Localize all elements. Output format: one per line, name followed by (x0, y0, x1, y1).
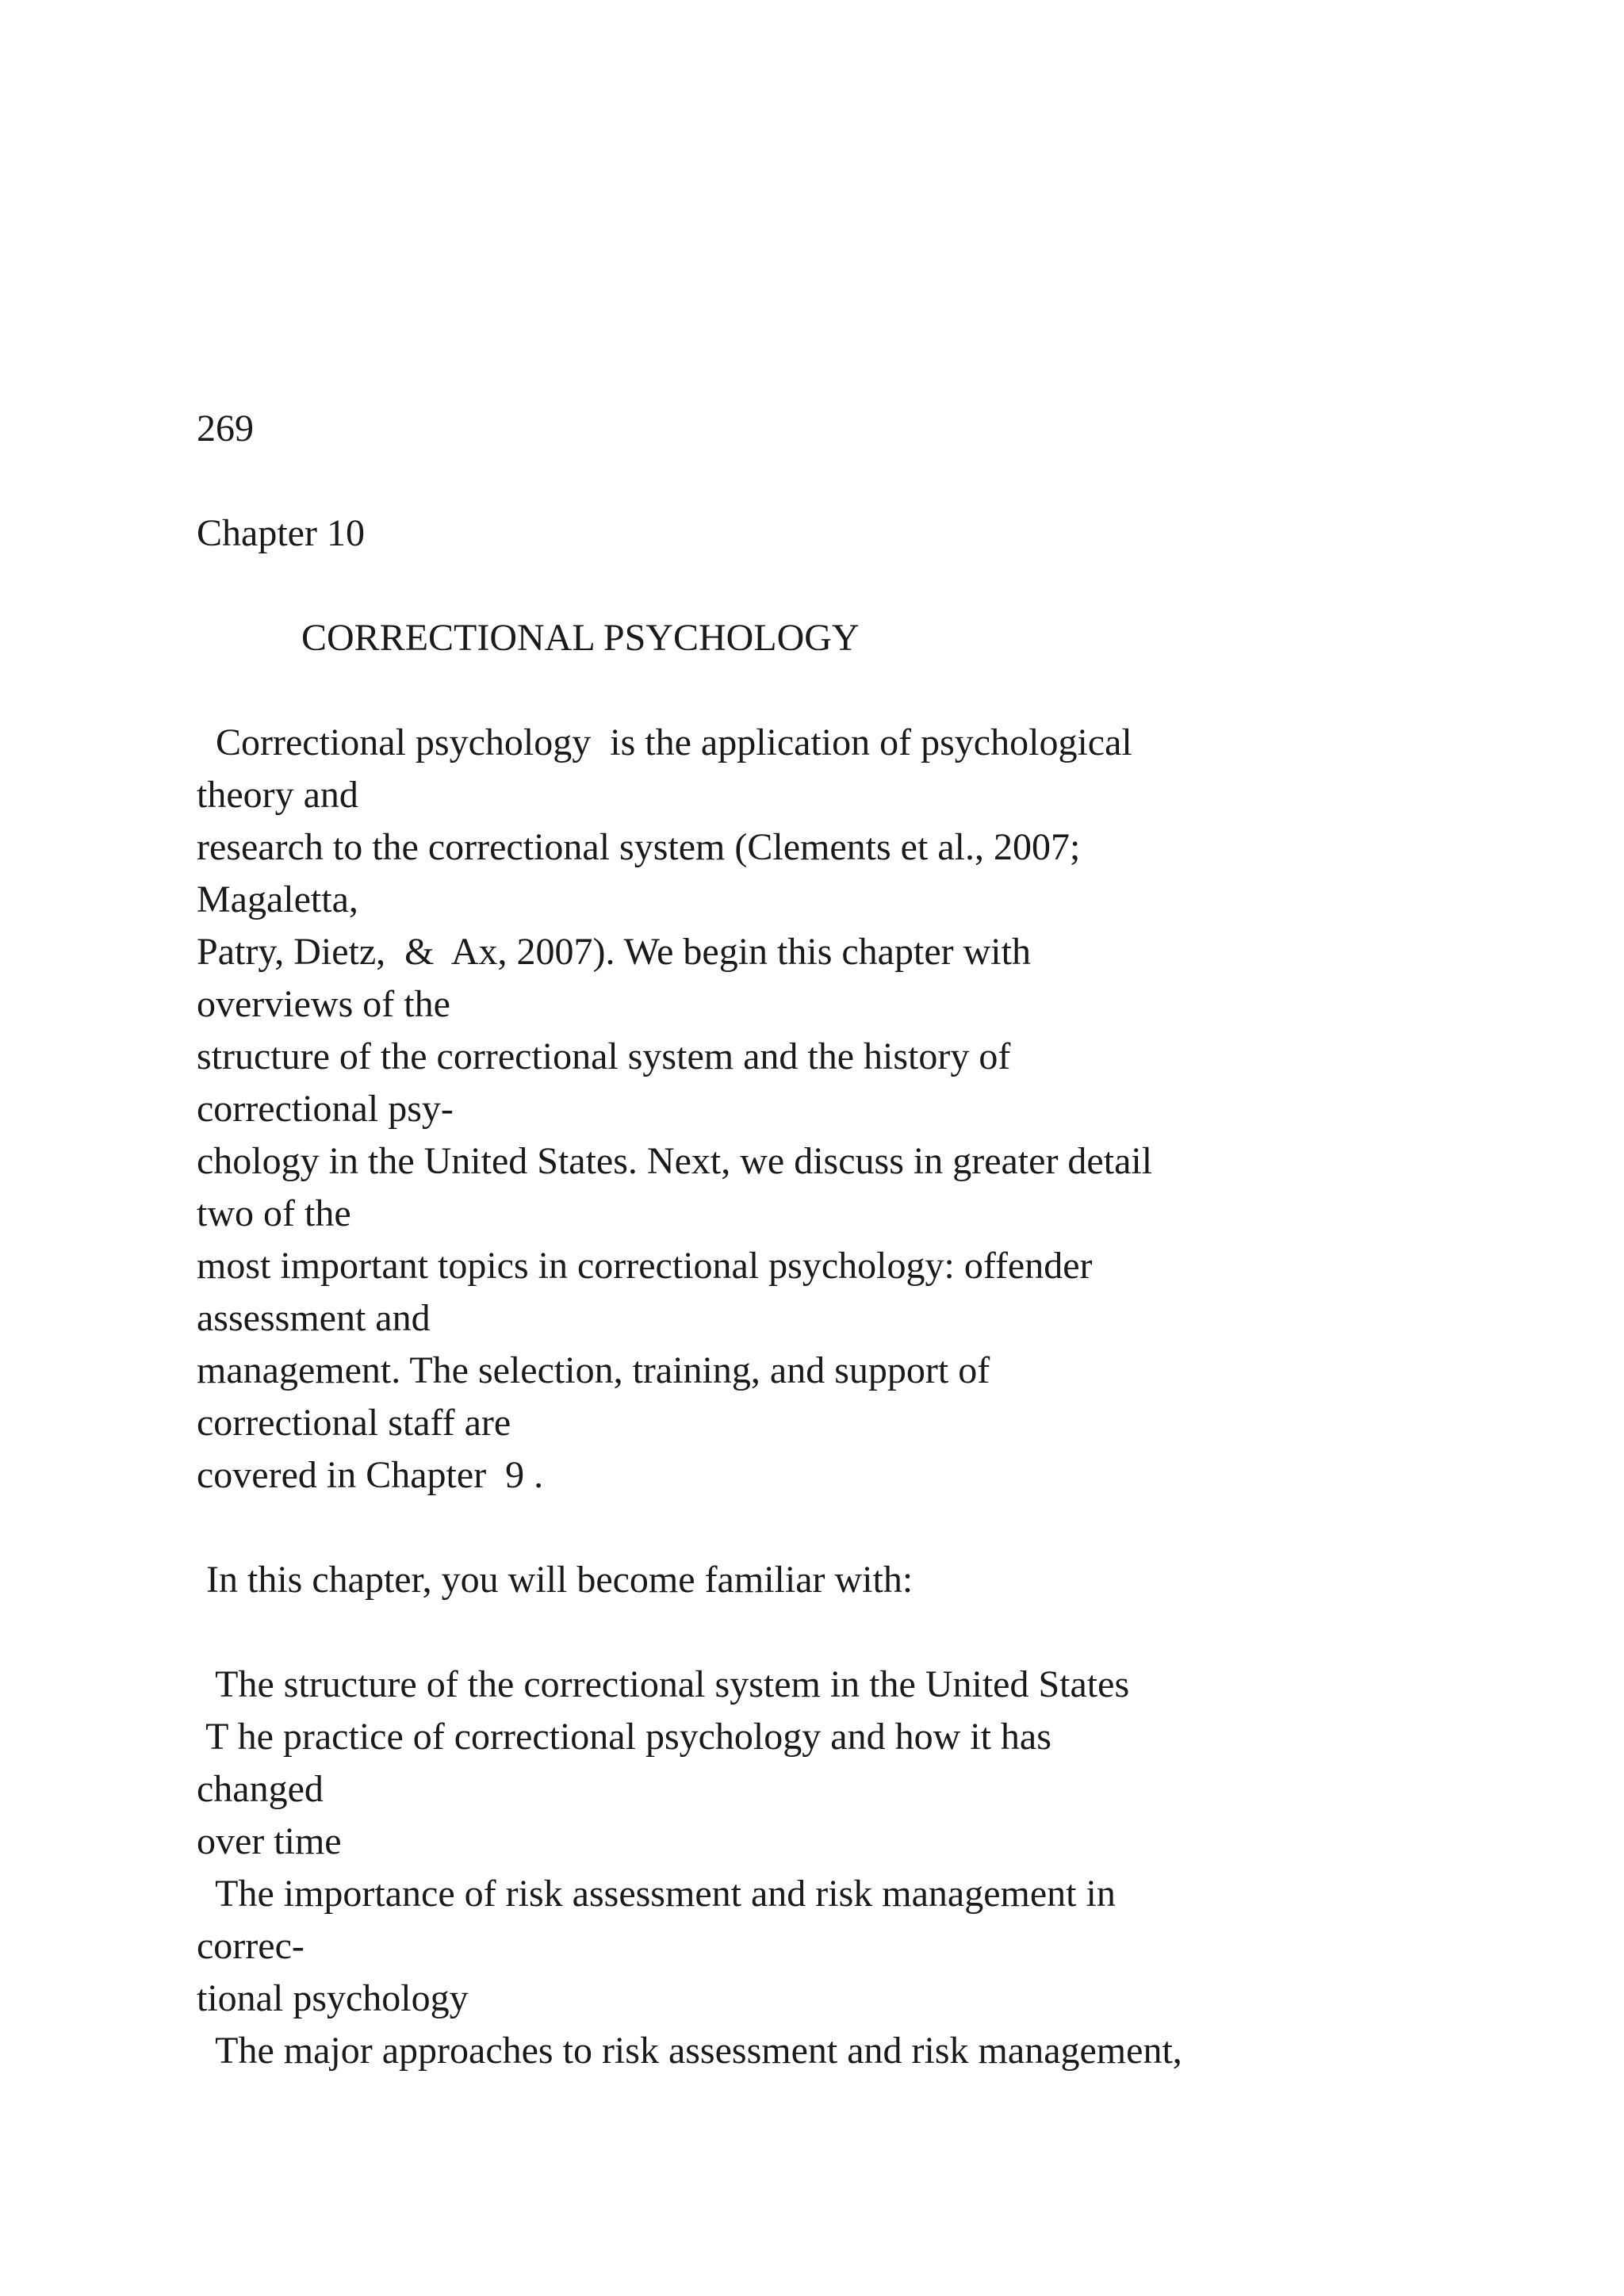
text-line: correctional staff are (197, 1402, 511, 1444)
list-item: correc- (197, 1925, 304, 1967)
text-line: Correctional psychology is the application of psychological (197, 721, 1132, 763)
list-item: over time (197, 1820, 342, 1862)
text-line: overviews of the (197, 983, 450, 1025)
list-item: T he practice of correctional psychology and how it has (197, 1716, 1051, 1758)
text-line: two of the (197, 1192, 351, 1234)
text-line: research to the correctional system (Clements et al., 2007; (197, 826, 1081, 868)
text-line: chology in the United States. Next, we discuss in greater detail (197, 1140, 1153, 1182)
text-line: correctional psy- (197, 1088, 454, 1130)
list-item: tional psychology (197, 1977, 469, 2019)
page-number: 269 (197, 408, 254, 450)
text-line: structure of the correctional system and the history of (197, 1035, 1011, 1077)
list-item: changed (197, 1768, 324, 1810)
text-line: covered in Chapter 9 . (197, 1454, 544, 1496)
chapter-label: Chapter 10 (197, 512, 365, 554)
text-line: Patry, Dietz, & Ax, 2007). We begin this chapter with (197, 931, 1031, 973)
text-line: most important topics in correctional psychology: offender (197, 1245, 1093, 1287)
list-intro: In this chapter, you will become familiar with: (197, 1559, 914, 1601)
list-item: The major approaches to risk assessment and risk management, (197, 2030, 1182, 2072)
text-line: Magaletta, (197, 878, 358, 920)
text-line: theory and (197, 774, 358, 816)
list-item: The importance of risk assessment and risk management in (197, 1873, 1116, 1915)
text-line: assessment and (197, 1297, 431, 1339)
chapter-title: CORRECTIONAL PSYCHOLOGY (301, 617, 860, 659)
list-item: The structure of the correctional system in the United States (197, 1663, 1130, 1705)
text-line: management. The selection, training, and support of (197, 1349, 990, 1391)
